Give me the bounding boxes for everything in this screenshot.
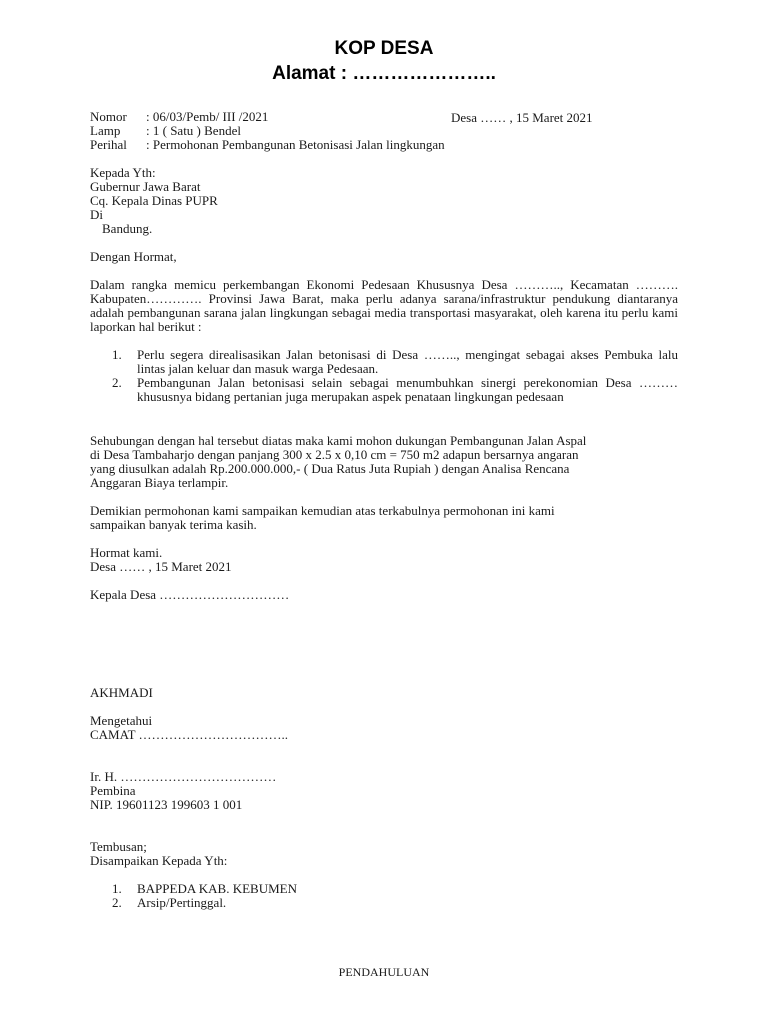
letterhead-address: Alamat : ………………….. [272,63,496,84]
signature-name: AKHMADI [90,685,153,700]
cc-subtitle: Disampaikan Kepada Yth: [90,853,228,868]
letterhead-title: KOP DESA [334,38,434,59]
meta-row-perihal [90,138,678,152]
paragraph-line: Demikian permohonan kami sampaikan kemudian atas terkabulnya permohonan ini kami [90,503,555,518]
paragraph-line: yang diusulkan adalah Rp.200.000.000,- ( Dua Ratus Juta Rupiah ) dengan Analisa Rencana [90,461,570,476]
recipient-line: Kepada Yth: [90,165,156,180]
list-item-text: Pembangunan Jalan betonisasi selain sebagai menumbuhkan sinergi perekonomian Desa ……… khususnya bidang pertanian juga merupakan aspek penataan lingkungan pedesaan [137,375,678,404]
recipient-city: Bandung. [102,221,153,236]
list-item [90,882,678,896]
paragraph-line: sampaikan banyak terima kasih. [90,517,257,532]
list-item-number: 2. [112,895,122,910]
list-item [90,348,678,376]
cc-list [90,882,678,910]
signature-regards: Hormat kami. [90,545,163,560]
acknowledgement-label: Mengetahui [90,713,153,728]
meta-row-lamp [90,124,678,138]
paragraph-line: Anggaran Biaya terlampir. [90,475,229,490]
list-item-text: BAPPEDA KAB. KEBUMEN [137,881,297,896]
signature-position: Kepala Desa ………………………… [90,587,290,602]
signature-date: Desa …… , 15 Maret 2021 [90,559,232,574]
signature-block [90,546,678,574]
recipient-line: Cq. Kepala Dinas PUPR [90,193,218,208]
list-item-number: 2. [112,375,122,390]
meta-value: : 06/03/Pemb/ III /2021 [146,109,269,124]
official-role: Pembina [90,783,136,798]
list-item-text: Perlu segera direalisasikan Jalan betonisasi di Desa …….., mengingat sebagai akses Pembuka lalu lintas jalan keluar dan masuk warga Pedesaan. [137,347,678,376]
official-nip: NIP. 19601123 199603 1 001 [90,797,243,812]
meta-value: : Permohonan Pembangunan Betonisasi Jalan lingkungan [146,137,445,152]
list-item [90,896,678,910]
intro-paragraph: Dalam rangka memicu perkembangan Ekonomi Pedesaan Khususnya Desa ……….., Kecamatan ………. Kabupaten…………. Provinsi Jawa Barat, maka perlu adanya sarana/infrastruktur pendukung diantaranya adalah pembangunan sarana jalan lingkungan sebagai media transportasi masyarakat, oleh karena itu perlu kami laporkan hal berikut : [90,277,678,334]
cc-title: Tembusan; [90,839,147,854]
list-item-text: Arsip/Pertinggal. [137,895,227,910]
recipient-line: Gubernur Jawa Barat [90,179,201,194]
paragraph-line: Sehubungan dengan hal tersebut diatas maka kami mohon dukungan Pembangunan Jalan Aspal [90,433,587,448]
official-name: Ir. H. ……………………………… [90,769,277,784]
list-item-number: 1. [112,881,122,896]
meta-value: : 1 ( Satu ) Bendel [146,123,241,138]
recipient-block [90,166,678,236]
list-item-number: 1. [112,347,122,362]
list-item [90,376,678,404]
greeting: Dengan Hormat, [90,249,177,264]
recipient-line: Di [90,207,103,222]
acknowledgement-position: CAMAT …………………………….. [90,727,289,742]
cc-block [90,840,678,868]
request-paragraph [90,434,678,490]
acknowledgement-block [90,714,678,742]
official-block [90,770,678,812]
letter-date: Desa …… , 15 Maret 2021 [451,110,593,125]
next-page-heading: PENDAHULUAN [338,965,430,979]
paragraph-line: di Desa Tambaharjo dengan panjang 300 x 2.5 x 0,10 cm = 750 m2 adapun bersarnya angaran [90,447,579,462]
meta-label: Nomor [90,109,127,124]
points-list [90,348,678,404]
closing-paragraph [90,504,678,532]
meta-label: Lamp [90,123,121,138]
meta-label: Perihal [90,137,127,152]
